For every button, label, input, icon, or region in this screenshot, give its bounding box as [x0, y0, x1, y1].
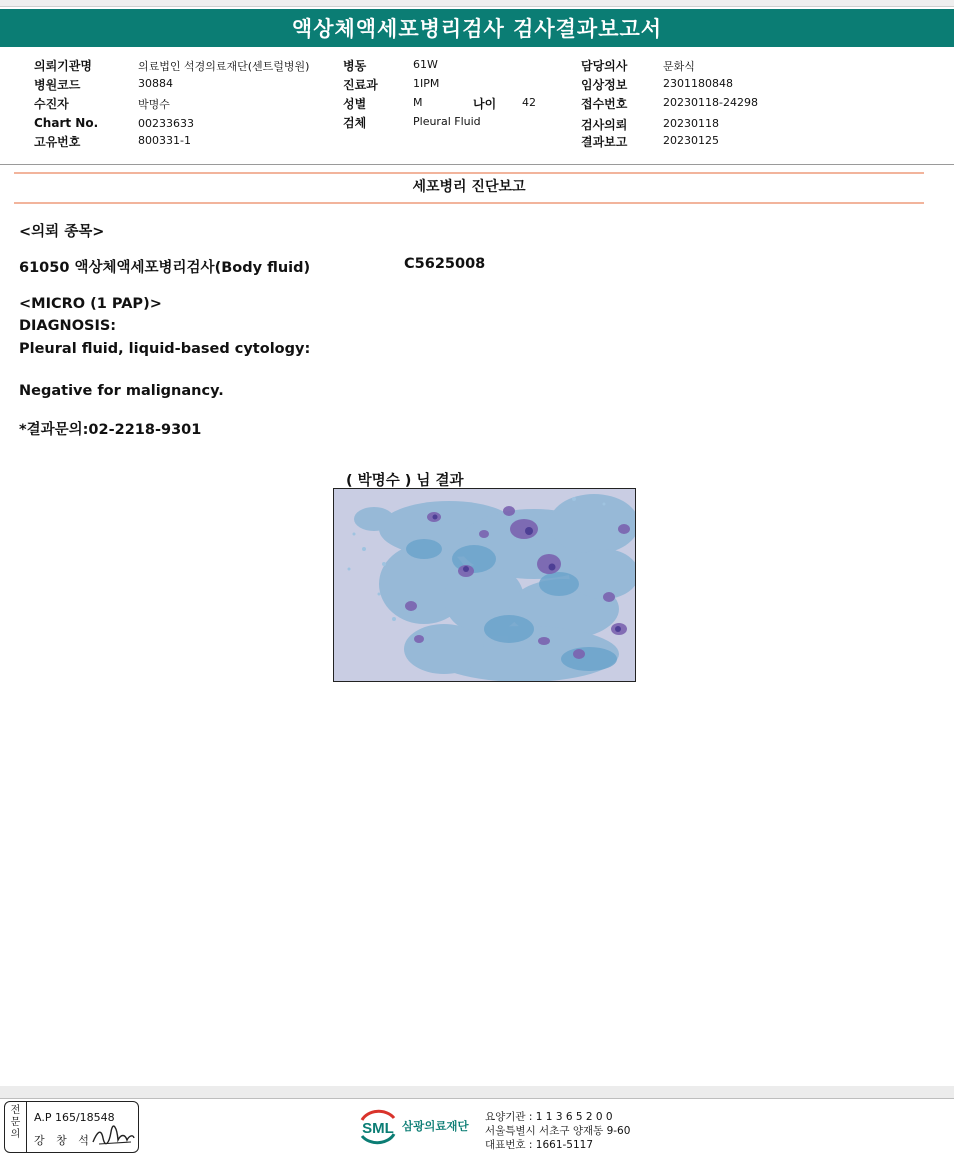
clinical-info-label: 임상정보 [581, 78, 628, 92]
receipt-number-value: 20230118-24298 [663, 96, 758, 109]
age-label: 나이 [473, 97, 497, 111]
unique-number-label: 고유번호 [34, 135, 81, 149]
department-value: 1IPM [413, 77, 440, 90]
receipt-number-label: 접수번호 [581, 97, 628, 111]
pathologist-name: 강 창 석 [34, 1134, 93, 1147]
specialist-label-char-3: 의 [10, 1129, 21, 1140]
requesting-institution-label: 의뢰기관명 [34, 59, 92, 73]
patient-info-panel [0, 50, 954, 165]
result-report-date-label: 결과보고 [581, 135, 628, 149]
clinical-info-value: 2301180848 [663, 77, 733, 90]
section-rule-top [14, 172, 924, 174]
sex-value: M [413, 96, 423, 109]
sex-label: 성별 [343, 97, 367, 111]
address: 서울특별시 서초구 양재동 9-60 [485, 1125, 631, 1137]
unique-number-value: 800331-1 [138, 134, 191, 147]
section-title: 세포병리 진단보고 [412, 179, 526, 195]
chart-no-label: Chart No. [34, 116, 99, 130]
hospital-code-label: 병원코드 [34, 78, 81, 92]
contact-phone: *결과문의:02-2218-9301 [19, 422, 202, 438]
handwritten-signature [91, 1124, 135, 1148]
chart-no-value: 00233633 [138, 117, 194, 130]
order-test-name: 61050 액상체액세포병리검사(Body fluid) [19, 260, 311, 276]
diagnosis-label: DIAGNOSIS: [19, 318, 117, 334]
sml-logo [356, 1106, 478, 1146]
sml-logo-name: 삼광의료재단 [402, 1119, 469, 1133]
specialist-label [5, 1102, 27, 1152]
cytology-micrograph [333, 488, 636, 682]
top-border [0, 0, 954, 7]
attending-physician-value: 문화식 [663, 60, 695, 73]
hospital-code-value: 30884 [138, 77, 173, 90]
pathologist-signature-box [4, 1101, 139, 1153]
specimen-label: 검체 [343, 116, 367, 130]
sml-logo-mark: SML [362, 1120, 394, 1137]
sml-logo-icon [356, 1106, 400, 1146]
patient-name-value: 박명수 [138, 98, 170, 111]
specialist-label-char-1: 전 [10, 1105, 21, 1116]
institution-code: 요양기관 : 1 1 3 6 5 2 0 0 [485, 1111, 613, 1123]
ward-value: 61W [413, 58, 438, 71]
report-title: 액상체액세포병리검사 검사결과보고서 [0, 9, 954, 47]
micro-heading: <MICRO (1 PAP)> [19, 296, 162, 312]
patient-name-label: 수진자 [34, 97, 69, 111]
test-request-date-label: 검사의뢰 [581, 118, 628, 132]
test-request-date-value: 20230118 [663, 117, 719, 130]
image-caption: ( 박명수 ) 님 결과 [346, 473, 464, 489]
footer-band [0, 1086, 954, 1099]
requesting-institution-value: 의료법인 석경의료재단(센트럴병원) [138, 60, 310, 73]
ward-label: 병동 [343, 59, 367, 73]
order-code: C5625008 [404, 256, 486, 272]
specialist-label-char-2: 문 [10, 1117, 21, 1128]
main-phone: 대표번호 : 1661-5117 [485, 1139, 594, 1151]
result-report-date-value: 20230125 [663, 134, 719, 147]
attending-physician-label: 담당의사 [581, 59, 628, 73]
specimen-description: Pleural fluid, liquid-based cytology: [19, 341, 311, 357]
department-label: 진료과 [343, 78, 378, 92]
age-value: 42 [522, 96, 536, 109]
diagnosis-result: Negative for malignancy. [19, 383, 224, 399]
order-heading: <의뢰 종목> [19, 224, 105, 240]
section-rule-bottom [14, 202, 924, 204]
ap-number: A.P 165/18548 [34, 1111, 115, 1124]
specimen-value: Pleural Fluid [413, 115, 481, 128]
